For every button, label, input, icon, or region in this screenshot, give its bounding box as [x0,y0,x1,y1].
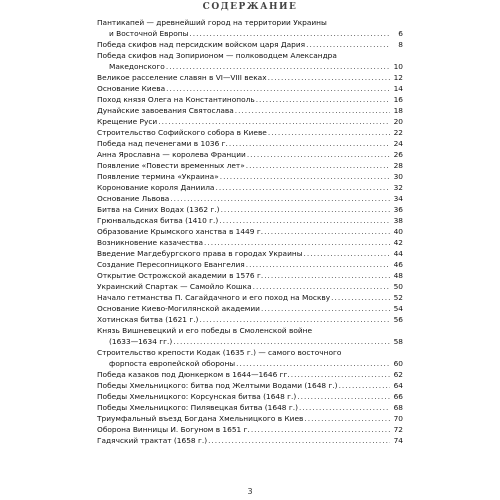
toc-entry [97,413,403,424]
toc-entry-title: Великое расселение славян в VI—VIII веках [97,73,267,82]
toc-entry-title: Пантикапей — древнейший город на территории Украины [97,18,327,27]
table-of-contents [97,17,403,446]
toc-entry-line [97,61,403,72]
toc-leader-dots [199,314,390,325]
toc-page-number: 34 [393,194,403,203]
toc-leader-dots [247,149,390,160]
toc-entry-line [97,424,403,435]
toc-entry-title: Победы Хмельницкого: Корсунская битва (1648 г.) [97,392,297,401]
toc-leader-dots [261,303,390,314]
toc-entry-line [97,248,403,259]
toc-leader-dots [173,336,390,347]
toc-entry [97,325,403,347]
toc-entry-title: Начало гетманства П. Сагайдачного и его поход на Москву [97,293,331,302]
toc-entry-line [97,413,403,424]
toc-entry [97,435,403,446]
toc-leader-dots [221,204,390,215]
toc-page-number: 46 [393,260,403,269]
toc-page-number: 24 [393,139,403,148]
toc-entry-line [97,314,403,325]
toc-leader-dots [291,369,390,380]
toc-page-number: 54 [393,304,403,313]
toc-entry [97,171,403,182]
toc-entry [97,72,403,83]
toc-entry-line [97,182,403,193]
toc-entry-line [97,72,403,83]
toc-entry-title: Победы Хмельницкого: Пилявецкая битва (1648 г.) [97,403,298,412]
toc-leader-dots [339,380,390,391]
toc-entry-line [97,215,403,226]
toc-entry-line [97,391,403,402]
toc-entry [97,50,403,72]
toc-entry-title: Строительство крепости Кодак (1635 г.) — самого восточного [97,348,342,357]
toc-entry-title: Гадячский трактат (1658 г.) [97,436,208,445]
toc-leader-dots [304,413,390,424]
toc-leader-dots [208,435,390,446]
toc-page-number: 68 [393,403,403,412]
toc-entry [97,215,403,226]
toc-entry-title: Македонского [109,62,165,71]
toc-entry-line [97,270,403,281]
toc-entry-title: Появление термина «Украина» [97,172,219,181]
toc-entry-line [97,292,403,303]
page-title: СОДЕРЖАНИЕ [202,2,298,12]
toc-entry-line [97,237,403,248]
toc-entry [97,391,403,402]
toc-leader-dots [229,138,390,149]
toc-entry-title: (1633—1634 гг.) [109,337,173,346]
toc-entry [97,248,403,259]
toc-leader-dots [158,116,390,127]
toc-entry-title: Дунайские завоевания Святослава [97,106,234,115]
toc-page-number: 12 [393,73,403,82]
toc-page-number: 32 [393,183,403,192]
toc-page-number: 50 [393,282,403,291]
toc-entry-title: Поход князя Олега на Константинополь [97,95,255,104]
toc-leader-dots [215,182,390,193]
toc-leader-dots [246,160,390,171]
toc-entry [97,226,403,237]
toc-entry-title: Победа скифов над персидским войском царя Дария [97,40,306,49]
toc-entry-line [97,402,403,413]
toc-leader-dots [189,28,390,39]
toc-entry-title: Грюнвальдская битва (1410 г.) [97,216,219,225]
toc-entry [97,259,403,270]
toc-page-number: 8 [398,40,403,49]
toc-leader-dots [236,358,390,369]
toc-entry-line [97,138,403,149]
toc-entry [97,303,403,314]
toc-entry-title: Появление «Повести временных лет» [97,161,245,170]
toc-entry [97,402,403,413]
toc-entry-line [97,50,403,61]
toc-entry-title: Открытие Острожской академии в 1576 г. [97,271,264,280]
toc-entry-title: Образование Крымского ханства в 1449 г. [97,227,264,236]
toc-entry-line [97,149,403,160]
toc-entry [97,270,403,281]
toc-entry [97,182,403,193]
toc-entry-line [97,435,403,446]
toc-entry-title: Победа над печенегами в 1036 г. [97,139,228,148]
toc-leader-dots [306,39,390,50]
toc-leader-dots [253,281,390,292]
toc-entry-title: Князь Вишневецкий и его победы в Смоленской войне [97,326,313,335]
toc-entry [97,94,403,105]
toc-entry-line [97,83,403,94]
toc-entry-line [97,281,403,292]
toc-page-number: 16 [393,95,403,104]
toc-entry-title: Создание Пересопницкого Евангелия [97,260,245,269]
toc-entry [97,39,403,50]
toc-entry-title: Украинский Спартак — Самойло Кошка [97,282,252,291]
toc-leader-dots [166,61,390,72]
toc-page-number: 58 [393,337,403,346]
toc-entry-line [97,171,403,182]
toc-leader-dots [299,402,390,413]
toc-page-number: 18 [393,106,403,115]
toc-entry-title: Триумфальный въезд Богдана Хмельницкого в Киев [97,414,304,423]
toc-entry-title: Строительство Софийского собора в Киеве [97,128,267,137]
toc-leader-dots [256,94,390,105]
toc-leader-dots [204,237,390,248]
toc-entry-line [97,336,403,347]
toc-page-number: 66 [393,392,403,401]
toc-page-number: 72 [393,425,403,434]
toc-leader-dots [268,72,390,83]
toc-entry-title: Победа скифов над Зопирионом — полководцем Александра [97,51,337,60]
toc-leader-dots [264,226,390,237]
toc-page-number: 48 [393,271,403,280]
toc-page-number: 60 [393,359,403,368]
toc-entry-title: форпоста европейской обороны [109,359,236,368]
toc-leader-dots [268,127,390,138]
toc-entry-title: Основание Киево-Могилянской академии [97,304,260,313]
toc-entry [97,149,403,160]
toc-entry [97,83,403,94]
toc-entry-line [97,369,403,380]
toc-leader-dots [331,292,390,303]
toc-page-number: 42 [393,238,403,247]
toc-entry [97,369,403,380]
toc-entry-title: Анна Ярославна — королева Франции [97,150,246,159]
toc-entry-line [97,303,403,314]
toc-page-number: 56 [393,315,403,324]
toc-entry [97,127,403,138]
toc-entry [97,105,403,116]
toc-page-number: 38 [393,216,403,225]
toc-entry-line [97,116,403,127]
toc-page-number: 20 [393,117,403,126]
toc-entry [97,347,403,369]
toc-entry-line [97,325,403,336]
toc-leader-dots [251,424,390,435]
toc-entry [97,160,403,171]
toc-entry-title: Победы Хмельницкого: битва под Желтыми Водами (1648 г.) [97,381,338,390]
page-number: 3 [247,487,253,496]
toc-page-number: 36 [393,205,403,214]
toc-entry [97,380,403,391]
toc-page-number: 26 [393,150,403,159]
toc-entry-title: Оборона Винницы И. Богуном в 1651 г. [97,425,250,434]
toc-entry [97,138,403,149]
toc-entry [97,292,403,303]
toc-entry [97,314,403,325]
toc-page-number: 10 [393,62,403,71]
toc-page-number: 22 [393,128,403,137]
toc-entry-line [97,347,403,358]
toc-entry-line [97,94,403,105]
toc-page-number: 70 [393,414,403,423]
toc-leader-dots [264,270,390,281]
toc-leader-dots [235,105,390,116]
toc-page-number: 52 [393,293,403,302]
toc-entry-title: Введение Магдебургского права в городах Украины [97,249,303,258]
toc-leader-dots [246,259,390,270]
toc-page-number: 44 [393,249,403,258]
toc-entry [97,193,403,204]
toc-leader-dots [170,193,390,204]
toc-entry-title: Основание Львова [97,194,170,203]
toc-page-number: 14 [393,84,403,93]
toc-entry-line [97,193,403,204]
toc-leader-dots [297,391,390,402]
toc-entry-line [97,226,403,237]
toc-page-number: 62 [393,370,403,379]
toc-entry [97,116,403,127]
toc-leader-dots [220,171,390,182]
toc-entry-line [97,127,403,138]
toc-page-number: 74 [393,436,403,445]
toc-entry [97,424,403,435]
toc-entry [97,281,403,292]
toc-entry-title: Возникновение казачества [97,238,204,247]
toc-entry-title: и Восточной Европы [109,29,189,38]
toc-page-number: 28 [393,161,403,170]
toc-entry-title: Битва на Синих Водах (1362 г.) [97,205,220,214]
toc-entry-line [97,28,403,39]
toc-entry [97,204,403,215]
toc-page-number: 40 [393,227,403,236]
toc-page-number: 30 [393,172,403,181]
toc-entry-title: Коронование короля Даниила [97,183,215,192]
toc-entry-line [97,380,403,391]
toc-entry-title: Крещение Руси [97,117,158,126]
toc-leader-dots [219,215,390,226]
toc-entry-title: Основание Киева [97,84,166,93]
toc-page-number: 64 [393,381,403,390]
toc-entry-title: Хотинская битва (1621 г.) [97,315,199,324]
toc-entry-line [97,39,403,50]
toc-entry [97,17,403,39]
toc-entry-title: Победа казаков под Дюнкерком в 1644—1646 гг. [97,370,290,379]
toc-entry-line [97,358,403,369]
toc-page-number: 6 [398,29,403,38]
toc-leader-dots [304,248,390,259]
toc-entry-line [97,259,403,270]
toc-entry-line [97,105,403,116]
toc-entry-line [97,204,403,215]
toc-entry [97,237,403,248]
toc-entry-line [97,17,403,28]
toc-leader-dots [166,83,390,94]
toc-entry-line [97,160,403,171]
